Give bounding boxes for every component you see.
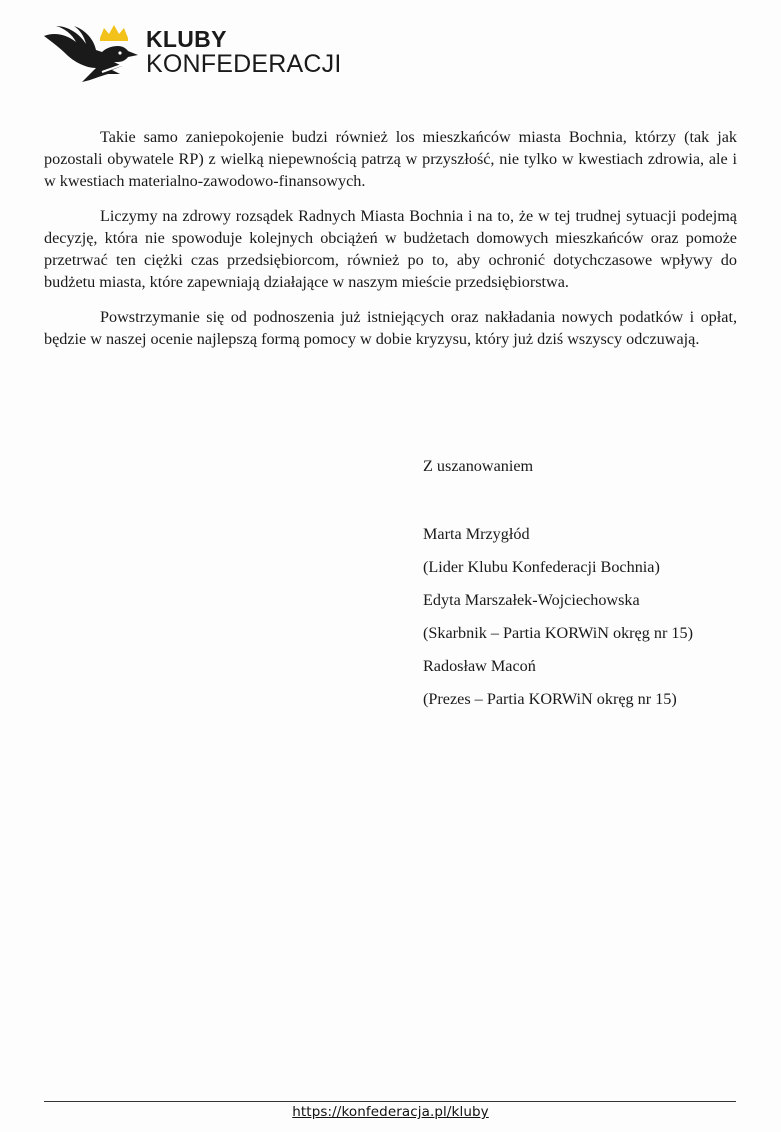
signatory-role: (Lider Klubu Konfederacji Bochnia): [423, 558, 660, 576]
signatures-list: [423, 523, 743, 710]
signatory-name: Edyta Marszałek-Wojciechowska: [423, 591, 640, 609]
signatory-name: Marta Mrzygłód: [423, 525, 530, 543]
signatory-name: Radosław Macoń: [423, 657, 536, 675]
footer-website-link[interactable]: https://konfederacja.pl/kluby: [292, 1104, 489, 1120]
logo-line-kluby: KLUBY: [146, 26, 227, 52]
closing-greeting: Z uszanowaniem: [423, 457, 534, 475]
logo-line-konfederacji: KONFEDERACJI: [146, 50, 342, 78]
letter-body: [44, 126, 737, 363]
paragraph-2: Liczymy na zdrowy rozsądek Radnych Miasta Bochnia i na to, że w tej trudnej sytuacji podejmą decyzję, która nie spowoduje kolejnych obciążeń w budżetach domowych mieszkańców oraz pomoże przetrwać ten ciężki czas przedsiębiorcom, również po to, aby ochronić dotychczasowe wpływy do budżetu miasta, które zapewniają działające w naszym mieście przedsiębiorstwa.: [44, 207, 737, 291]
signatory-role: (Skarbnik – Partia KORWiN okręg nr 15): [423, 624, 693, 642]
paragraph-1: Takie samo zaniepokojenie budzi również los mieszkańców miasta Bochnia, którzy (tak jak pozostali obywatele RP) z wielką niepewnością patrzą w przyszłość, nie tylko w kwestiach zdrowia, ale i w kwestiach materialno-zawodowo-finansowych.: [44, 128, 737, 190]
eagle-crown-logo-icon: [42, 22, 142, 84]
footer: [0, 1104, 781, 1120]
logo-wordmark: [146, 28, 341, 77]
footer-divider: [44, 1101, 736, 1102]
signatory-role: (Prezes – Partia KORWiN okręg nr 15): [423, 690, 677, 708]
header-logo: [42, 22, 342, 86]
closing-block: [423, 455, 743, 721]
paragraph-3: Powstrzymanie się od podnoszenia już istniejących oraz nakładania nowych podatków i opłat, będzie w naszej ocenie najlepszą formą pomocy w dobie kryzysu, który już dziś wszyscy odczuwają.: [44, 308, 737, 348]
